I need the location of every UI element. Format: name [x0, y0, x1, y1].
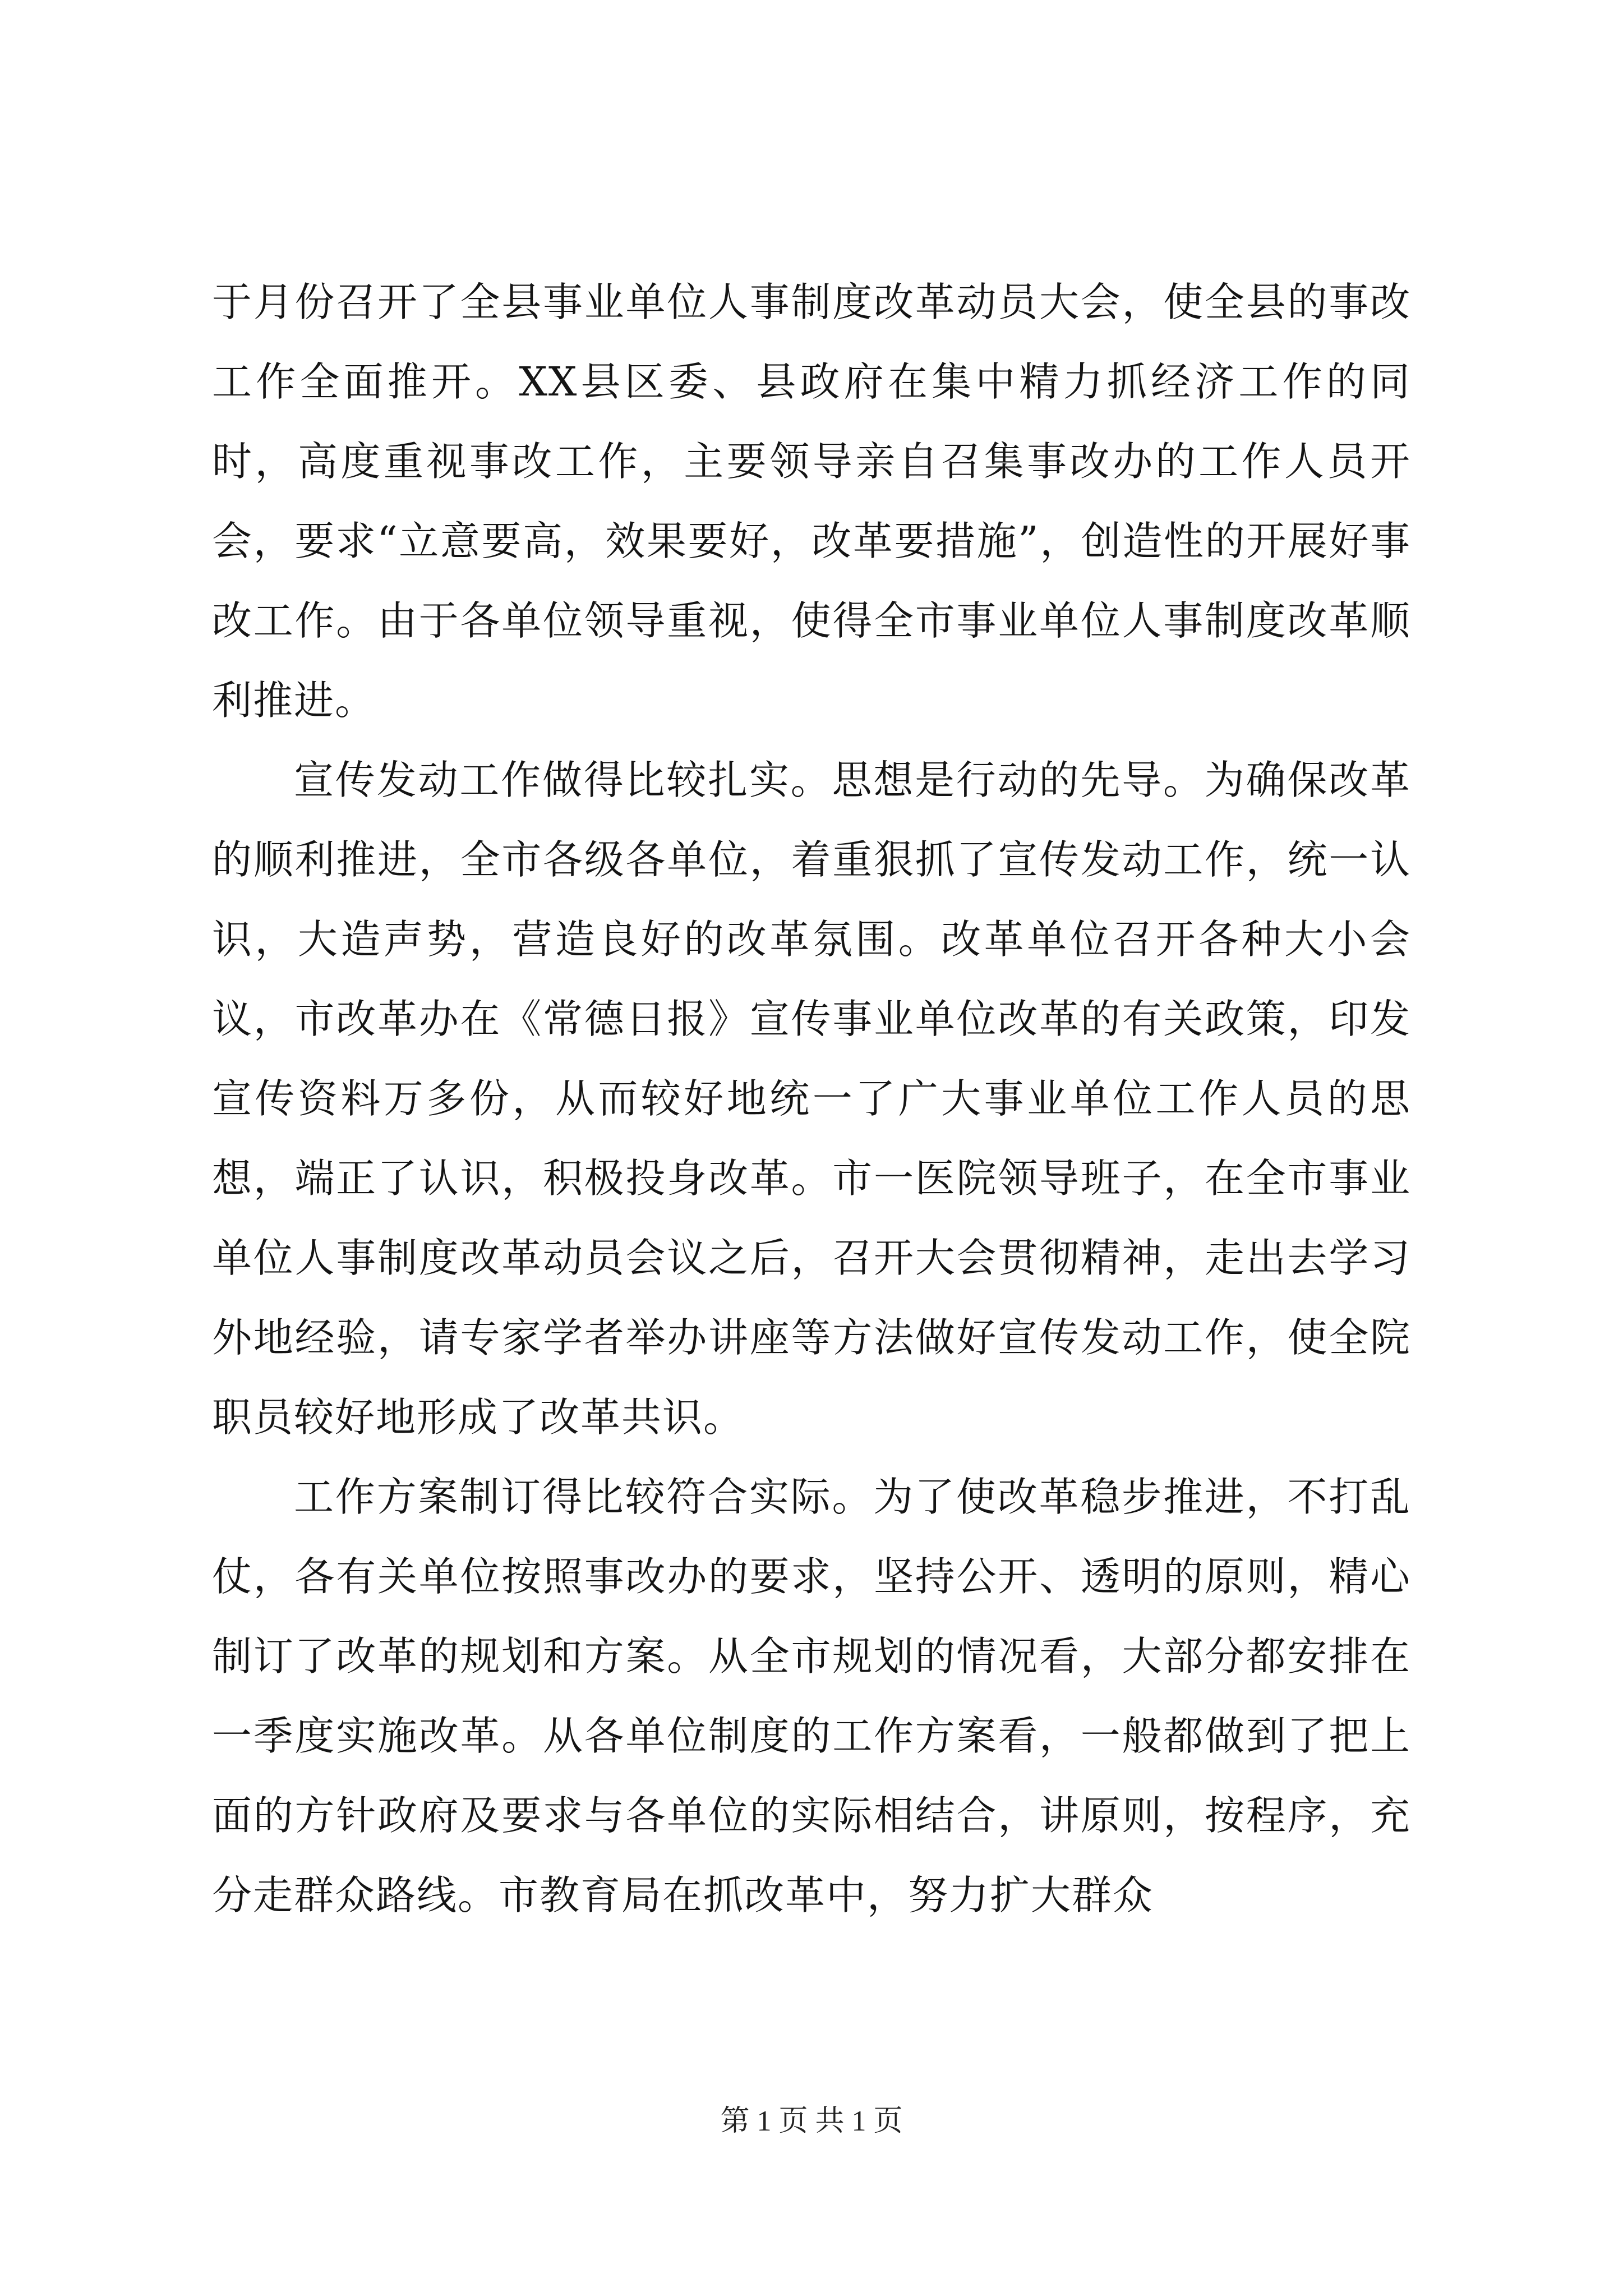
document-body [212, 263, 1411, 1935]
page-footer [0, 2105, 1623, 2138]
paragraph-3: 工作方案制订得比较符合实际。为了使改革稳步推进，不打乱仗，各有关单位按照事改办的要求，坚持公开、透明的原则，精心制订了改革的规划和方案。从全市规划的情况看，大部分都安排在一季度实施改革。从各单位制度的工作方案看，一般都做到了把上面的方针政府及要求与各单位的实际相结合，讲原则，按程序，充分走群众路线。市教育局在抓改革中，努力扩大群众 [212, 1474, 1411, 1918]
paragraph-1: 于月份召开了全县事业单位人事制度改革动员大会，使全县的事改工作全面推开。XX县区委、县政府在集中精力抓经济工作的同时，高度重视事改工作，主要领导亲自召集事改办的工作人员开会，要求“立意要高，效果要好，改革要措施”，创造性的开展好事改工作。由于各单位领导重视，使得全市事业单位人事制度改革顺利推进。 [212, 279, 1411, 724]
paragraph-2: 宣传发动工作做得比较扎实。思想是行动的先导。为确保改革的顺利推进，全市各级各单位，着重狠抓了宣传发动工作，统一认识，大造声势，营造良好的改革氛围。改革单位召开各种大小会议，市改革办在《常德日报》宣传事业单位改革的有关政策，印发宣传资料万多份，从而较好地统一了广大事业单位工作人员的思想，端正了认识，积极投身改革。市一医院领导班子，在全市事业单位人事制度改革动员会议之后，召开大会贯彻精神，走出去学习外地经验，请专家学者举办讲座等方法做好宣传发动工作，使全院职员较好地形成了改革共识。 [212, 757, 1411, 1441]
page-number-label: 第 1 页 共 1 页 [720, 2105, 903, 2137]
